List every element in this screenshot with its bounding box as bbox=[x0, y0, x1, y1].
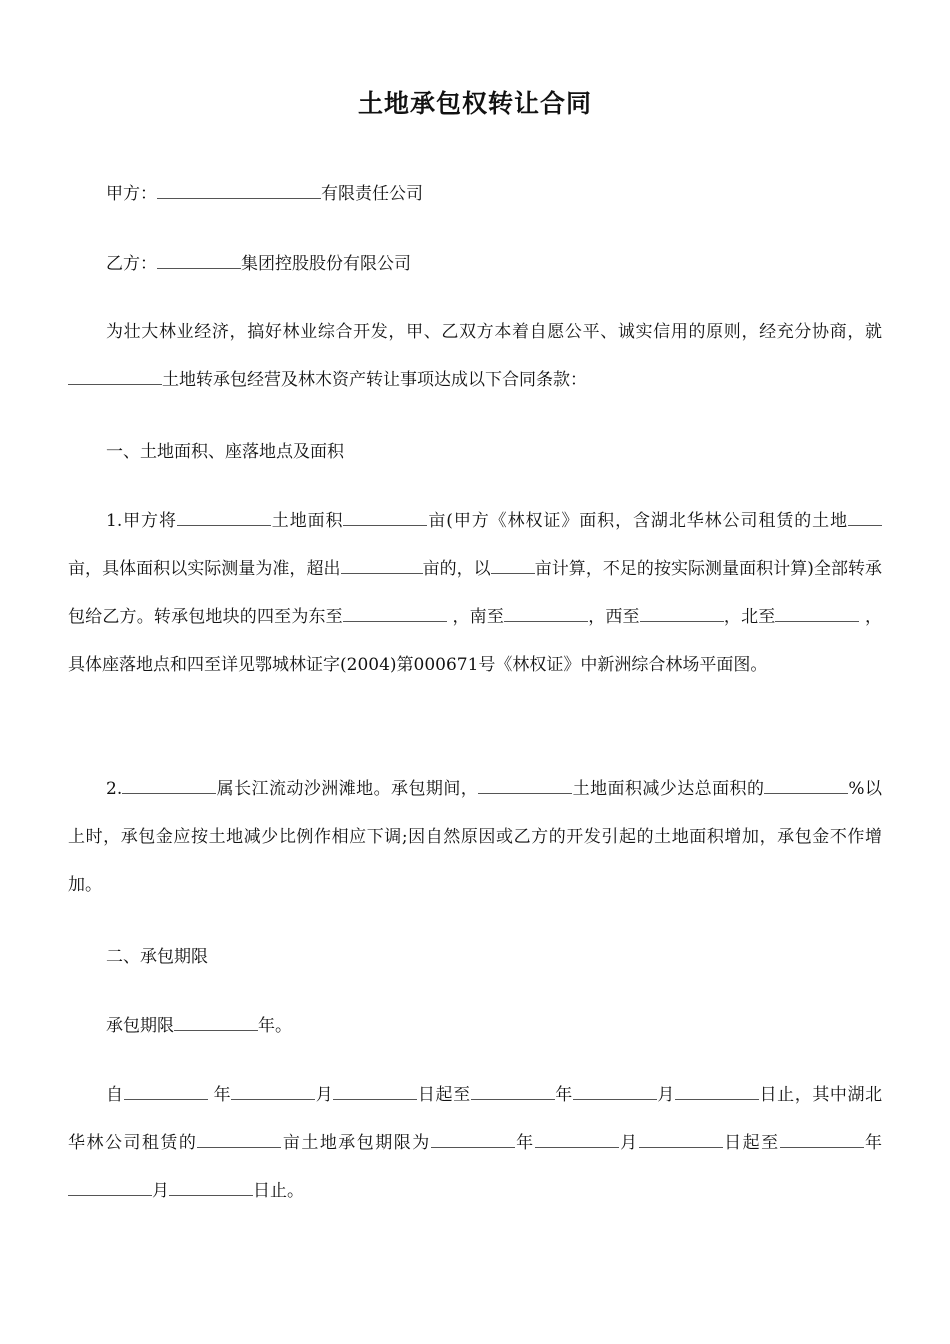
clause1-blank-1 bbox=[177, 508, 271, 526]
party-a-name-blank bbox=[157, 181, 321, 199]
dates-text-10: 月 bbox=[618, 1133, 639, 1153]
clause1-blank-west bbox=[640, 604, 724, 622]
term-text-1: 承包期限 bbox=[106, 1016, 174, 1036]
dates-text-3: 月 bbox=[315, 1085, 334, 1105]
clause1-blank-south bbox=[504, 604, 588, 622]
clause1-text-6: 亩计算，不足的按实际测量面积计算)全部转承包给乙方。转承包地块的四至为东至 bbox=[68, 559, 883, 627]
clause2-text-3: 土地面积减少达总面积的 bbox=[572, 779, 765, 799]
dates-blank-1 bbox=[124, 1082, 208, 1100]
dates-text-8: 亩土地承包期限为 bbox=[281, 1133, 431, 1153]
clause1-blank-3 bbox=[848, 508, 882, 526]
intro-paragraph bbox=[68, 308, 882, 404]
clause1-paragraph bbox=[68, 497, 882, 689]
dates-blank-8 bbox=[431, 1130, 515, 1148]
term-text-2: 年。 bbox=[258, 1016, 292, 1036]
intro-text-1: 为壮大林业经济，搞好林业综合开发，甲、乙双方本着自愿公平、诚实信用的原则，经充分协商，就 bbox=[106, 322, 882, 342]
intro-blank bbox=[68, 367, 162, 385]
dates-text-13: 月 bbox=[152, 1181, 169, 1201]
clause1-text-4: 亩，具体面积以实际测量为准，超出 bbox=[68, 559, 341, 579]
dates-text-7: 日止，其中湖北华林公司租赁的 bbox=[68, 1085, 883, 1153]
clause2-text-4: %以上时，承包金应按土地减少比例作相应下调;因自然原因或乙方的开发引起的土地面积增加，承包金不作增加。 bbox=[68, 779, 883, 895]
clause1-blank-5 bbox=[491, 556, 535, 574]
dates-blank-6 bbox=[675, 1082, 759, 1100]
clause1-blank-east bbox=[343, 604, 447, 622]
dates-text-14: 日止。 bbox=[253, 1181, 304, 1201]
dates-text-1: 自 bbox=[106, 1085, 124, 1105]
dates-text-9: 年 bbox=[514, 1133, 535, 1153]
clause1-text-9: ，北至 bbox=[723, 607, 776, 627]
dates-blank-9 bbox=[535, 1130, 619, 1148]
clause1-text-1: 1.甲方将 bbox=[106, 511, 177, 531]
party-a-label: 甲方： bbox=[106, 184, 157, 204]
clause1-text-5: 亩的，以 bbox=[422, 559, 491, 579]
section2-heading: 二、承包期限 bbox=[106, 947, 208, 967]
party-b-name-blank bbox=[157, 251, 241, 269]
clause1-text-8: ，西至 bbox=[588, 607, 640, 627]
clause2-blank-1 bbox=[122, 776, 216, 794]
clause1-text-2: 土地面积 bbox=[270, 511, 344, 531]
clause2-text-1: 2. bbox=[106, 779, 123, 799]
dates-text-4: 日起至 bbox=[417, 1085, 471, 1105]
term-line bbox=[68, 1002, 882, 1050]
dates-text-6: 月 bbox=[656, 1085, 676, 1105]
clause1-text-3: 亩(甲方《林权证》面积，含湖北华林公司租赁的土地 bbox=[427, 511, 848, 531]
clause1-blank-2 bbox=[343, 508, 427, 526]
clause2-blank-3 bbox=[764, 776, 848, 794]
clause1-blank-north bbox=[775, 604, 859, 622]
dates-blank-7 bbox=[197, 1130, 281, 1148]
dates-text-11: 日起至 bbox=[722, 1133, 780, 1153]
dates-text-5: 年 bbox=[554, 1085, 573, 1105]
party-a-suffix: 有限责任公司 bbox=[321, 184, 423, 204]
dates-blank-12 bbox=[68, 1178, 152, 1196]
party-b-suffix: 集团控股股份有限公司 bbox=[241, 254, 411, 274]
dates-blank-2 bbox=[231, 1082, 315, 1100]
party-a-line bbox=[68, 170, 882, 218]
dates-blank-4 bbox=[471, 1082, 555, 1100]
document-title: 土地承包权转让合同 bbox=[357, 89, 592, 118]
dates-text-2: 年 bbox=[213, 1085, 232, 1105]
term-blank bbox=[174, 1013, 258, 1031]
clause2-paragraph bbox=[68, 765, 882, 909]
dates-blank-5 bbox=[573, 1082, 657, 1100]
dates-blank-13 bbox=[169, 1178, 253, 1196]
clause1-blank-4 bbox=[341, 556, 423, 574]
party-b-line bbox=[68, 240, 882, 288]
clause1-text-10: ，具体座落地点和四至详见鄂城林证字(2004)第000671号《林权证》中新洲综合林场平面图。 bbox=[68, 607, 883, 675]
dates-blank-3 bbox=[333, 1082, 417, 1100]
section1-heading: 一、土地面积、座落地点及面积 bbox=[106, 442, 344, 462]
dates-blank-11 bbox=[780, 1130, 864, 1148]
clause2-text-2: 属长江流动沙洲滩地。承包期间， bbox=[216, 779, 479, 799]
clause2-blank-2 bbox=[478, 776, 572, 794]
party-b-label: 乙方： bbox=[106, 254, 157, 274]
dates-text-12: 年 bbox=[863, 1133, 883, 1153]
intro-text-2: 土地转承包经营及林木资产转让事项达成以下合同条款： bbox=[162, 370, 587, 390]
clause1-text-7: ，南至 bbox=[452, 607, 505, 627]
dates-paragraph bbox=[68, 1071, 882, 1215]
dates-blank-10 bbox=[639, 1130, 723, 1148]
